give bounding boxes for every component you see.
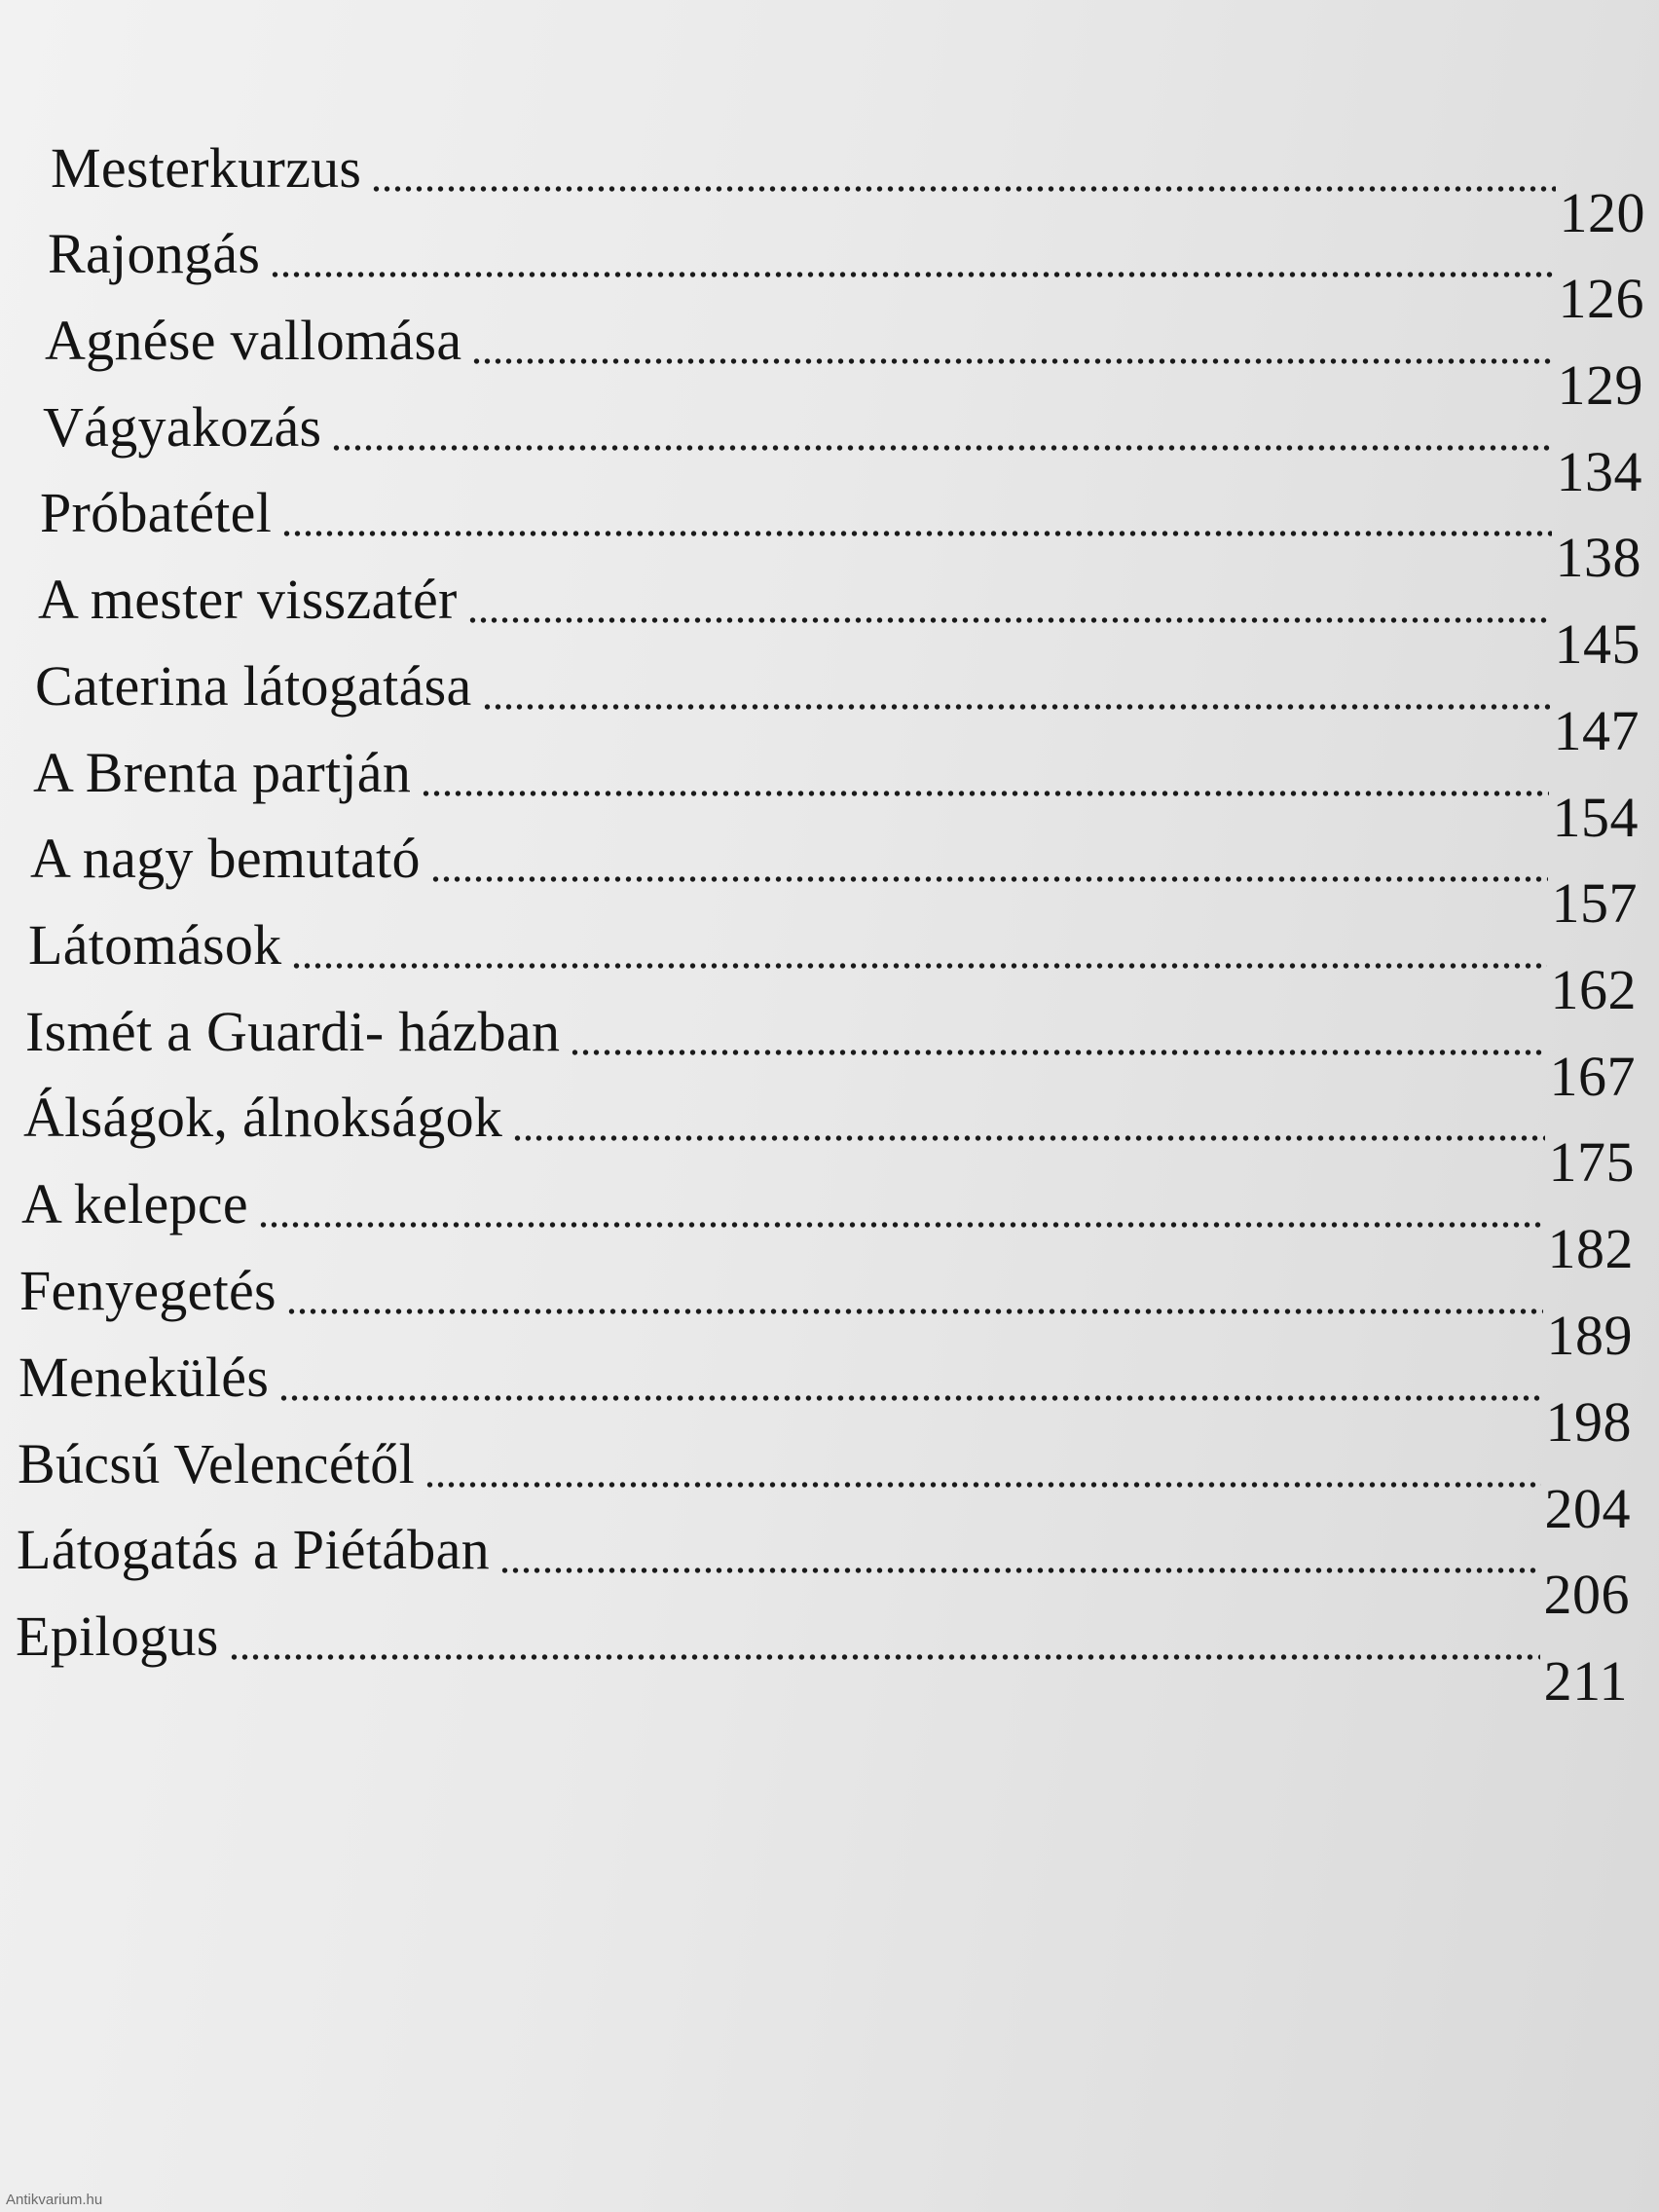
dot-leader <box>278 1394 1541 1402</box>
toc-entry-title: Ismét a Guardi- házban <box>25 1000 561 1063</box>
dot-leader <box>430 875 1548 883</box>
toc-entry <box>30 825 1638 935</box>
toc-entry-page: 182 <box>1547 1217 1634 1280</box>
toc-entry <box>35 652 1640 762</box>
toc-entry <box>33 739 1639 849</box>
dot-leader <box>286 1308 1543 1315</box>
toc-entry <box>18 1344 1632 1454</box>
toc-entry-title: A nagy bemutató <box>30 827 421 890</box>
dot-leader <box>512 1134 1544 1142</box>
toc-entry <box>40 479 1641 589</box>
dot-leader <box>258 1221 1544 1229</box>
dot-leader <box>331 444 1552 452</box>
toc-entry <box>18 1430 1631 1540</box>
toc-entry-title: Búcsú Velencétől <box>18 1432 416 1495</box>
toc-entry <box>45 307 1643 417</box>
dot-leader <box>424 1481 1540 1489</box>
toc-entry-title: Álságok, álnokságok <box>23 1086 503 1149</box>
toc-entry-page: 145 <box>1554 612 1641 676</box>
toc-entry-page: 175 <box>1548 1130 1635 1194</box>
toc-entry-title: Látomások <box>28 913 282 977</box>
dot-leader <box>467 616 1551 624</box>
dot-leader <box>471 357 1553 365</box>
dot-leader <box>291 962 1546 970</box>
toc-entry-page: 126 <box>1558 267 1644 330</box>
toc-entry-page: 154 <box>1552 786 1639 849</box>
watermark: Antikvarium.hu <box>6 2192 103 2208</box>
toc-entry <box>51 134 1645 244</box>
toc-entry-page: 134 <box>1556 440 1642 503</box>
toc-entry <box>28 911 1637 1021</box>
dot-leader <box>270 271 1554 278</box>
toc-entry <box>19 1257 1633 1367</box>
toc-entry <box>48 220 1644 330</box>
toc-entry-title: Vágyakozás <box>43 395 322 459</box>
toc-entry <box>25 998 1636 1108</box>
toc-entry <box>38 566 1641 676</box>
dot-leader <box>482 703 1550 711</box>
toc-entry-page: 211 <box>1543 1649 1628 1713</box>
dot-leader <box>371 185 1555 193</box>
toc-entry-title: Menekülés <box>18 1346 270 1409</box>
toc-entry-page: 162 <box>1550 958 1637 1021</box>
toc-entry-page: 147 <box>1553 699 1640 762</box>
toc-entry-title: Agnése vallomása <box>45 309 462 372</box>
dot-leader <box>421 790 1548 797</box>
toc-entry-title: Fenyegetés <box>19 1259 276 1322</box>
toc-entry-title: Caterina látogatása <box>35 654 472 718</box>
toc-entry <box>16 1603 1628 1713</box>
toc-entry-page: 189 <box>1546 1304 1633 1367</box>
toc-entry <box>17 1516 1630 1626</box>
dot-leader <box>499 1567 1540 1574</box>
toc-entry-page: 138 <box>1555 526 1641 589</box>
toc-entry-title: Mesterkurzus <box>51 136 362 200</box>
toc-entry-page: 167 <box>1549 1045 1636 1108</box>
toc-entry-title: Próbatétel <box>40 481 273 544</box>
toc-entry-title: Epilogus <box>16 1604 219 1668</box>
toc-entry <box>23 1084 1635 1194</box>
toc-entry-page: 198 <box>1545 1390 1632 1454</box>
toc-entry <box>43 393 1642 503</box>
toc-entry-page: 129 <box>1557 353 1643 417</box>
toc-entry-page: 120 <box>1559 181 1645 244</box>
toc-entry <box>21 1170 1634 1280</box>
toc-entry-page: 206 <box>1543 1563 1630 1626</box>
toc-entry-title: A Brenta partján <box>33 741 412 804</box>
toc-entry-title: Rajongás <box>48 222 261 285</box>
dot-leader <box>281 530 1551 537</box>
toc-entry-page: 157 <box>1551 871 1638 935</box>
dot-leader <box>229 1653 1540 1661</box>
dot-leader <box>570 1049 1545 1056</box>
toc-entry-title: A mester visszatér <box>38 568 458 631</box>
toc-entry-title: Látogatás a Piétában <box>17 1518 490 1581</box>
toc-entry-page: 204 <box>1544 1477 1631 1540</box>
toc-entry-title: A kelepce <box>21 1172 248 1235</box>
